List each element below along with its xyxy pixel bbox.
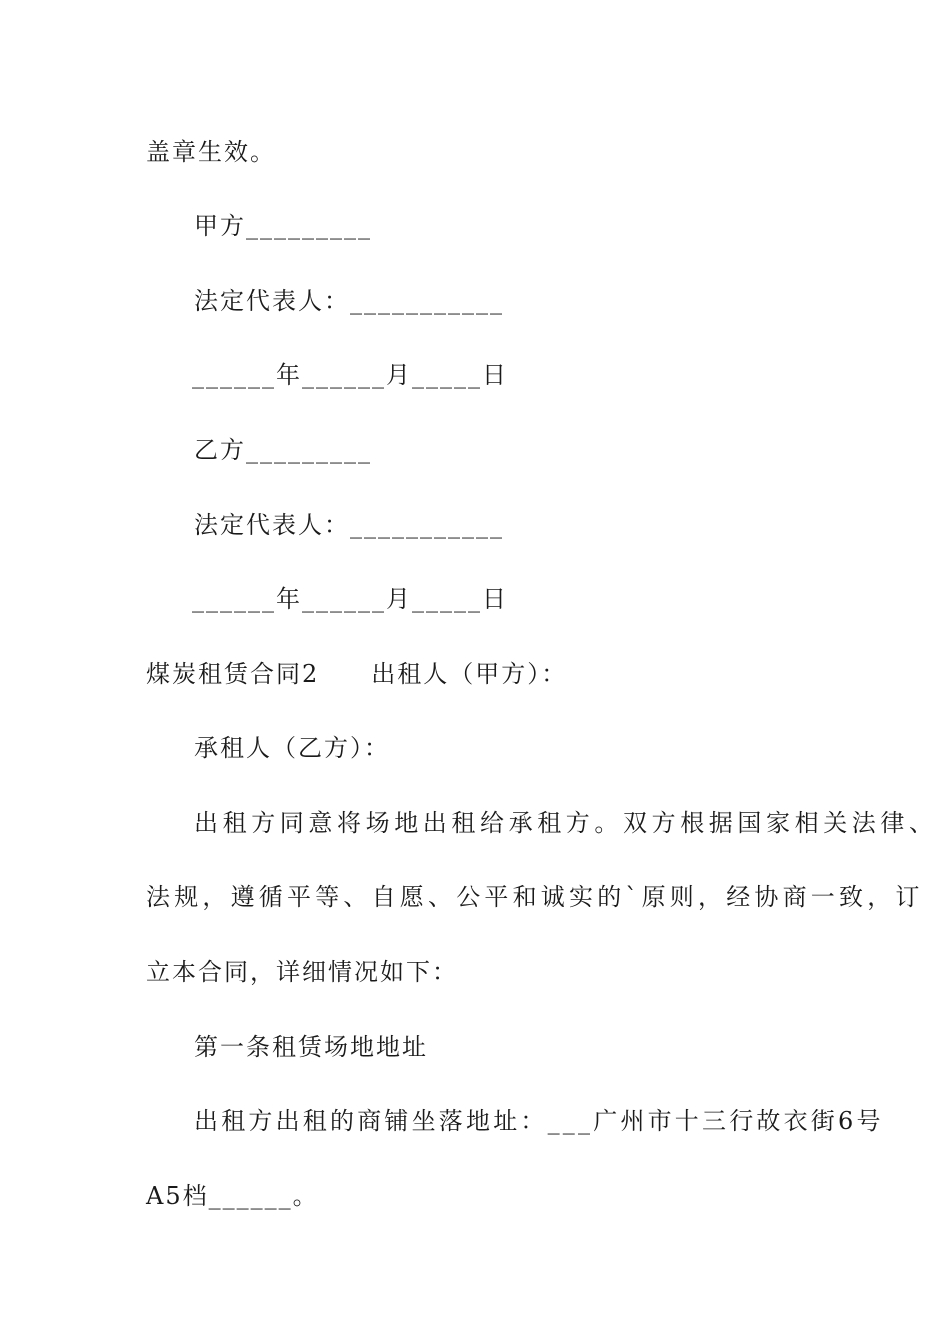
party-b-legal-rep-line: 法定代表人：___________	[194, 511, 504, 539]
party-a-date-line: ______年______月_____日	[192, 361, 508, 389]
address-line: A5档______。	[146, 1182, 319, 1210]
lessee-line: 承租人（乙方）：	[194, 734, 390, 762]
paragraph-line: 立本合同，详细情况如下：	[146, 958, 458, 986]
address-line: 出租方出租的商铺坐落地址：___广州市十三行故衣街6号	[194, 1107, 884, 1135]
paragraph-line: 出租方同意将场地出租给承租方。双方根据国家相关法律、	[194, 809, 938, 837]
paragraph-line: 法规，遵循平等、自愿、公平和诚实的`原则，经协商一致，订	[146, 883, 924, 911]
contract-title-line: 煤炭租赁合同2 出租人（甲方）：	[146, 660, 568, 688]
article-heading: 第一条租赁场地地址	[194, 1033, 428, 1061]
party-b-date-line: ______年______月_____日	[192, 585, 508, 613]
party-a-legal-rep-line: 法定代表人：___________	[194, 287, 504, 315]
party-a-signature-line: 甲方_________	[194, 212, 372, 240]
party-b-signature-line: 乙方_________	[194, 436, 372, 464]
text-line: 盖章生效。	[146, 138, 276, 166]
